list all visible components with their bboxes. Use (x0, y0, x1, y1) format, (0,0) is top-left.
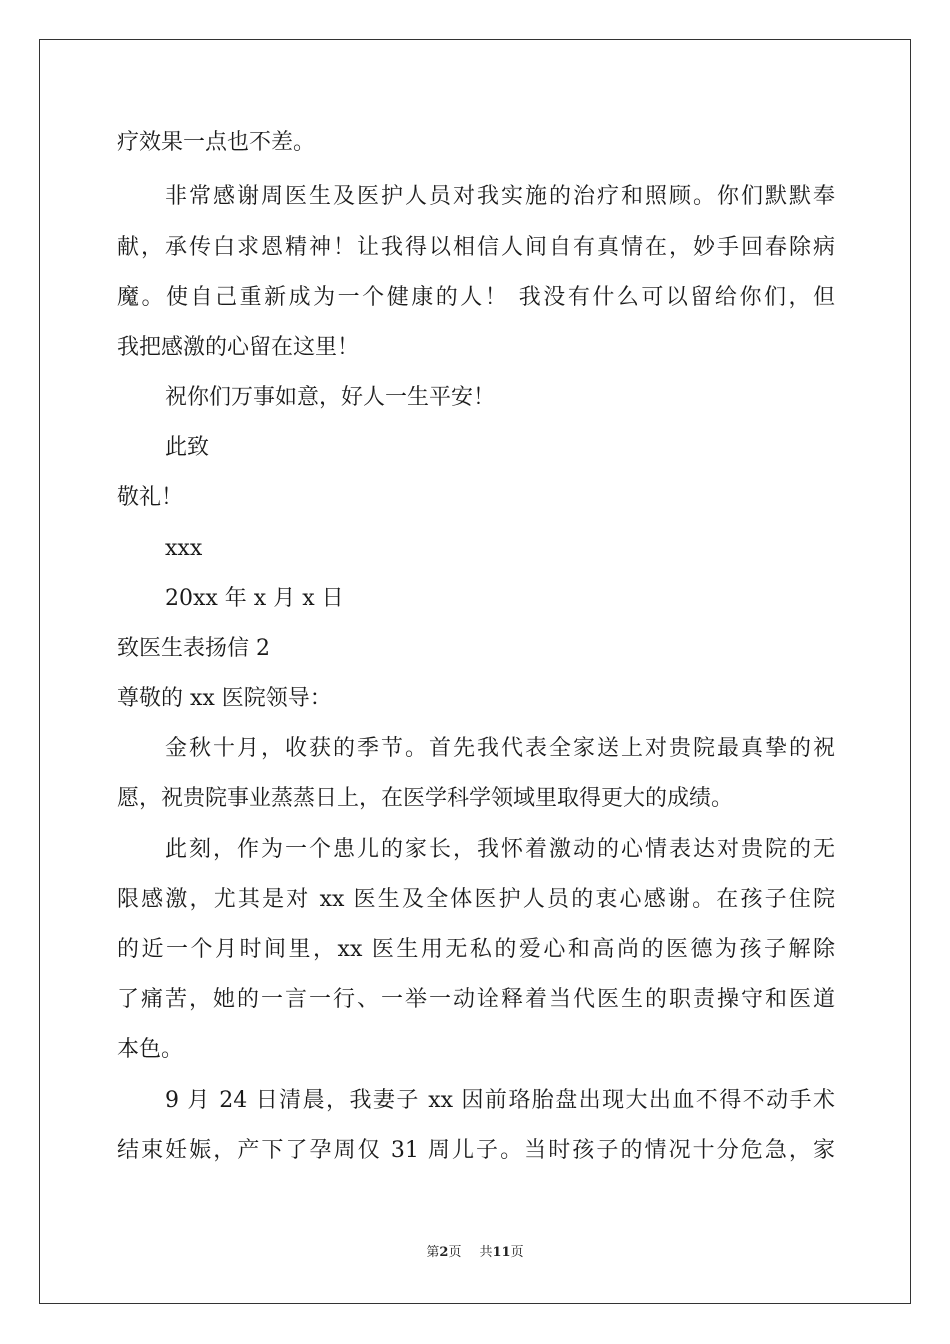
text-line: 了痛苦，她的一言一行、一举一动诠释着当代医生的职责操守和医道 (117, 987, 835, 1012)
text-line: 金秋十月，收获的季节。首先我代表全家送上对贵院最真挚的祝 (165, 736, 835, 761)
text-line: 我把感激的心留在这里！ (117, 335, 360, 360)
page-prefix: 第 (426, 1245, 440, 1260)
date-line: 20xx 年 x 月 x 日 (165, 586, 344, 611)
page-number: 2 (439, 1245, 449, 1260)
closing-wish: 祝你们万事如意，好人一生平安！ (165, 385, 496, 410)
signature: xxx (165, 536, 203, 561)
salutation-closing: 此致 (165, 435, 210, 460)
text-line: 限感激，尤其是对 xx 医生及全体医护人员的衷心感谢。在孩子住院 (117, 887, 835, 912)
text-line: 非常感谢周医生及医护人员对我实施的治疗和照顾。你们默默奉 (165, 184, 835, 209)
text-line: 疗效果一点也不差。 (117, 130, 316, 155)
greeting: 尊敬的 xx 医院领导： (117, 686, 332, 711)
total-suffix: 页 (510, 1245, 524, 1260)
text-line: 魔。使自己重新成为一个健康的人！ 我没有什么可以留给你们，但 (117, 285, 835, 310)
text-line: 此刻，作为一个患儿的家长，我怀着激动的心情表达对贵院的无 (165, 837, 835, 862)
text-line: 献，承传白求恩精神！让我得以相信人间自有真情在，妙手回春除病 (117, 235, 835, 260)
letter-heading: 致医生表扬信 2 (117, 636, 270, 661)
salutation-respect: 敬礼！ (117, 485, 184, 510)
text-line: 结束妊娠，产下了孕周仅 31 周儿子。当时孩子的情况十分危急，家 (117, 1138, 835, 1163)
text-line: 的近一个月时间里，xx 医生用无私的爱心和高尚的医德为孩子解除 (117, 937, 835, 962)
total-prefix: 共 (479, 1245, 493, 1260)
text-line: 愿，祝贵院事业蒸蒸日上，在医学科学领域里取得更大的成绩。 (117, 786, 734, 811)
text-line: 9 月 24 日清晨，我妻子 xx 因前珞胎盘出现大出血不得不动手术 (165, 1088, 835, 1113)
page-footer (0, 1244, 950, 1262)
total-pages: 11 (492, 1245, 511, 1260)
page-suffix: 页 (448, 1245, 462, 1260)
text-line: 本色。 (117, 1037, 184, 1062)
